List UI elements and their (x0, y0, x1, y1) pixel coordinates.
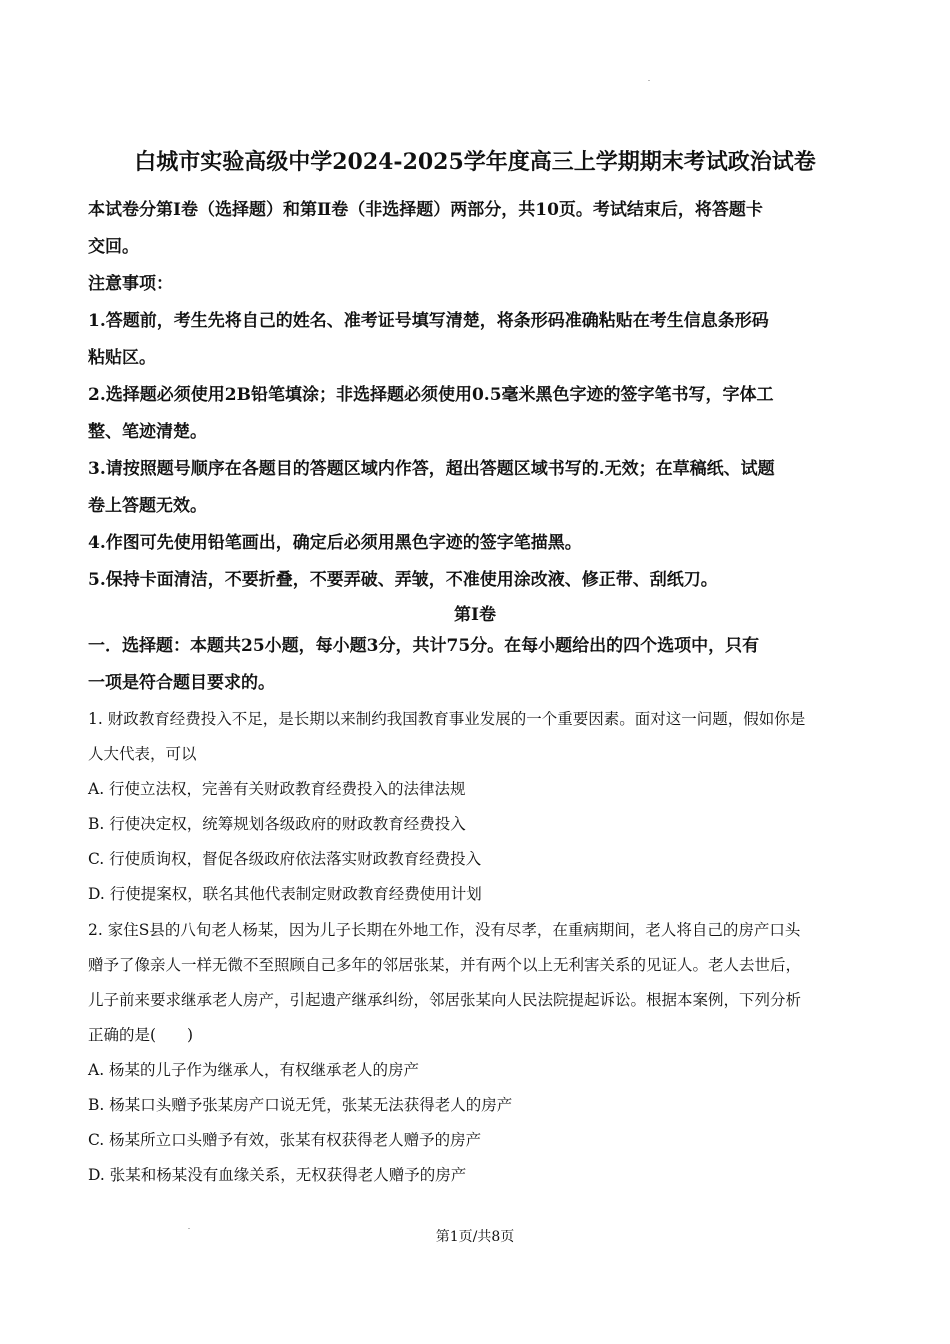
notes-section (88, 266, 866, 599)
question-stem-line: 正确的是( ) (88, 1026, 194, 1044)
exam-title: 白城市实验高级中学2024-2025学年度高三上学期期末考试政治试卷 (134, 149, 816, 175)
intro-paragraph (88, 192, 866, 266)
question-stem-line: 人大代表，可以 (88, 745, 197, 763)
question-2 (88, 913, 866, 1193)
option-b: B. 杨某口头赠予张某房产口说无凭，张某无法获得老人的房产 (88, 1096, 513, 1114)
note-line: 粘贴区。 (88, 348, 156, 368)
option-c: C. 行使质询权，督促各级政府依法落实财政教育经费投入 (88, 850, 482, 868)
question-stem-line: 儿子前来要求继承老人房产，引起遗产继承纠纷，邻居张某向人民法院提起诉讼。根据本案例，下列分析 (88, 991, 802, 1009)
option-b: B. 行使决定权，统筹规划各级政府的财政教育经费投入 (88, 815, 466, 833)
note-line: 卷上答题无效。 (88, 496, 207, 516)
question-stem-line: 赠予了像亲人一样无微不至照顾自己多年的邻居张某，并有两个以上无利害关系的见证人。老人去世后， (88, 956, 802, 974)
note-line: 2.选择题必须使用2B铅笔填涂；非选择题必须使用0.5毫米黑色字迹的签字笔书写，字体工 (88, 385, 774, 405)
option-d: D. 张某和杨某没有血缘关系，无权获得老人赠予的房产 (88, 1166, 467, 1184)
instruction-line: 一项是符合题目要求的。 (88, 673, 275, 693)
note-line: 5.保持卡面清洁，不要折叠，不要弄破、弄皱，不准使用涂改液、修正带、刮纸刀。 (88, 570, 718, 590)
note-line: 整、笔迹清楚。 (88, 422, 207, 442)
note-line: 1.答题前，考生先将自己的姓名、准考证号填写清楚，将条形码准确粘贴在考生信息条形码 (88, 311, 769, 331)
scan-speck (648, 80, 650, 81)
question-stem-line: 2. 家住S县的八旬老人杨某，因为儿子长期在外地工作，没有尽孝，在重病期间，老人将自己的房产口头 (88, 921, 801, 939)
note-line: 3.请按照题号顺序在各题目的答题区域内作答，超出答题区域书写的.无效；在草稿纸、试题 (88, 459, 775, 479)
instruction-line: 一．选择题：本题共25小题，每小题3分，共计75分。在每小题给出的四个选项中，只有 (88, 636, 760, 656)
question-1 (88, 702, 866, 912)
section-title: 第Ⅰ卷 (454, 605, 496, 625)
option-c: C. 杨某所立口头赠予有效，张某有权获得老人赠予的房产 (88, 1131, 482, 1149)
intro-line: 交回。 (88, 237, 139, 257)
option-d: D. 行使提案权，联名其他代表制定财政教育经费使用计划 (88, 885, 482, 903)
question-stem-line: 1. 财政教育经费投入不足，是长期以来制约我国教育事业发展的一个重要因素。面对这一问题，假如你是 (88, 710, 806, 728)
option-a: A. 杨某的儿子作为继承人，有权继承老人的房产 (88, 1061, 420, 1079)
note-line: 4.作图可先使用铅笔画出，确定后必须用黑色字迹的签字笔描黑。 (88, 533, 582, 553)
section-instruction (88, 628, 866, 702)
page-number: 第1页/共8页 (435, 1229, 515, 1245)
intro-line: 本试卷分第Ⅰ卷（选择题）和第Ⅱ卷（非选择题）两部分，共10页。考试结束后，将答题卡 (88, 200, 763, 220)
notes-heading: 注意事项： (88, 274, 173, 294)
option-a: A. 行使立法权，完善有关财政教育经费投入的法律法规 (88, 780, 466, 798)
